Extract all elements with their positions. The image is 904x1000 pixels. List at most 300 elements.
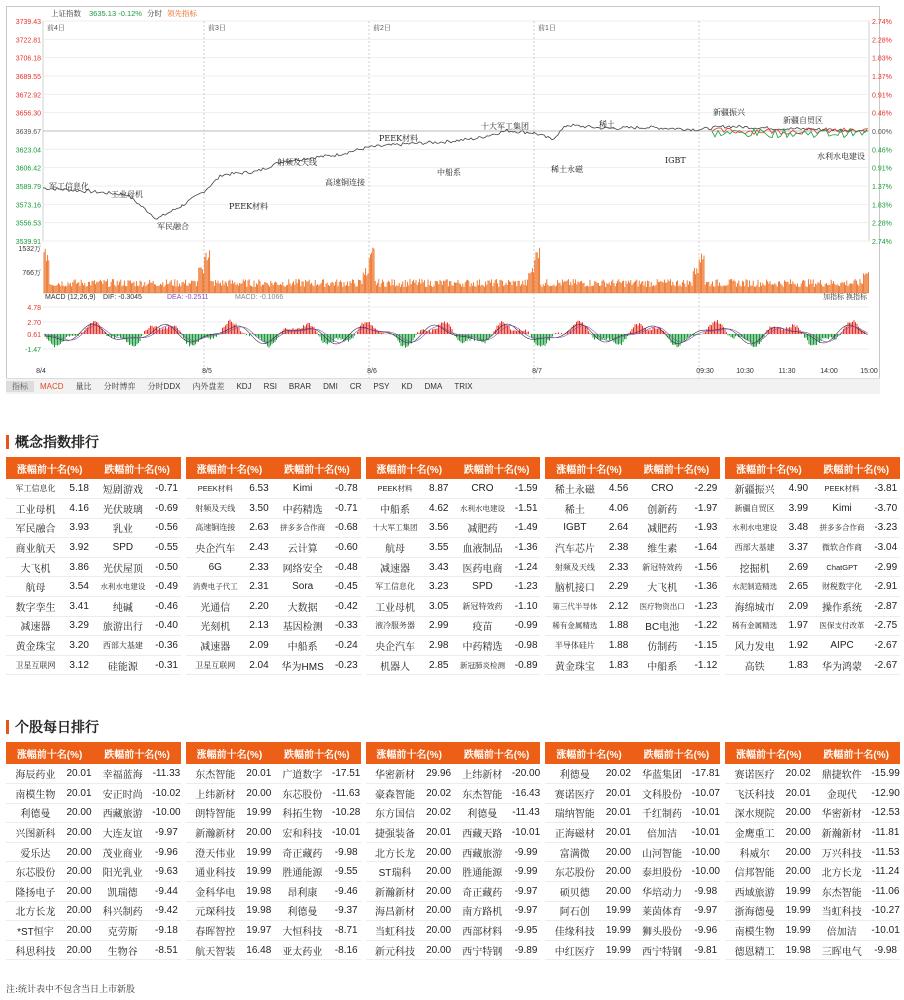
chart-annotation: PEEK材料	[379, 134, 419, 143]
y-axis-label: 3739.43	[15, 19, 41, 26]
loser-name[interactable]: 西部材料	[453, 921, 512, 941]
loser-name[interactable]: 阳光乳业	[93, 862, 152, 882]
gainer-name[interactable]: 新瀚新材	[366, 882, 425, 902]
gainer-name[interactable]: 金科华电	[186, 882, 245, 902]
gainer-pct: 20.00	[65, 882, 93, 902]
gainer-name[interactable]: 军工信息化	[6, 479, 65, 499]
table-row	[725, 616, 900, 636]
loser-name[interactable]: 鼎捷软件	[812, 764, 871, 784]
loser-pct: -0.55	[152, 538, 180, 558]
loser-name[interactable]: 胜通能源	[273, 862, 332, 882]
indicator-tab[interactable]: CR	[349, 382, 362, 391]
gainer-pct: 20.00	[424, 921, 452, 941]
gainer-name[interactable]: 风力发电	[725, 636, 784, 656]
gainer-name[interactable]: 射频及天线	[186, 499, 245, 519]
gainer-name[interactable]: 澄天伟业	[186, 842, 245, 862]
table-row	[6, 499, 181, 519]
loser-name[interactable]: 科兴制药	[93, 901, 152, 921]
gainer-name[interactable]: 当虹科技	[366, 921, 425, 941]
loser-name[interactable]: 新冠肺炎检测	[453, 655, 512, 675]
gainer-name[interactable]: 稀土	[545, 499, 604, 519]
gainer-name[interactable]: 央企汽车	[186, 538, 245, 558]
loser-name[interactable]: 克劳斯	[93, 921, 152, 941]
table-row	[366, 940, 541, 960]
loser-name[interactable]: 大连友谊	[93, 823, 152, 843]
gainer-pct: 2.12	[604, 597, 632, 617]
gainer-name[interactable]: 华密新材	[366, 764, 425, 784]
loser-name[interactable]: 西藏旅游	[453, 842, 512, 862]
gainer-name[interactable]: 汽车芯片	[545, 538, 604, 558]
loser-pct: -9.97	[152, 823, 181, 843]
gainer-name[interactable]: 第三代半导体	[545, 597, 604, 617]
gainer-name[interactable]: 春晖智控	[186, 921, 245, 941]
gainer-name[interactable]: 减速器	[6, 616, 65, 636]
gainer-name[interactable]: PEEK材料	[366, 479, 425, 499]
gainer-name[interactable]: 挖掘机	[725, 557, 784, 577]
loser-name[interactable]: 上纬新材	[453, 764, 512, 784]
loser-name[interactable]: 中船系	[273, 636, 332, 656]
gainer-name[interactable]: 水泥制造精选	[725, 577, 784, 597]
gainer-name[interactable]: ST瑞科	[366, 862, 425, 882]
loser-name[interactable]: 金现代	[812, 784, 871, 804]
gainer-name[interactable]: 隆扬电子	[6, 882, 65, 902]
table-row	[186, 803, 361, 823]
gainer-name[interactable]: 大飞机	[6, 557, 65, 577]
loser-name[interactable]: 光伏玻璃	[93, 499, 152, 519]
loser-name[interactable]: 千红制药	[633, 803, 692, 823]
gainer-name[interactable]: 赛诺医疗	[545, 784, 604, 804]
chart-annotation: IGBT	[665, 156, 686, 165]
gainer-name[interactable]: 海辰药业	[6, 764, 65, 784]
loser-name[interactable]: PEEK材料	[813, 479, 872, 499]
loser-pct: -0.31	[152, 655, 180, 675]
table-row	[366, 803, 541, 823]
loser-name[interactable]: 山河智能	[633, 842, 692, 862]
gainer-pct: 20.01	[424, 823, 452, 843]
x-axis-label: 8/5	[202, 368, 212, 375]
loser-name[interactable]: 基因检测	[273, 616, 332, 636]
gainer-pct: 3.55	[425, 538, 453, 558]
gainer-name[interactable]: 佳缘科技	[545, 921, 604, 941]
loser-name[interactable]: 创新药	[633, 499, 692, 519]
loser-name[interactable]: 莱茵体育	[633, 901, 692, 921]
loser-name[interactable]: 东杰智能	[812, 882, 871, 902]
loser-name[interactable]: 仿制药	[633, 636, 692, 656]
gainer-pct: 20.00	[784, 862, 812, 882]
loser-name[interactable]: 乳业	[93, 518, 152, 538]
loser-name[interactable]: 西宁特钢	[633, 940, 692, 960]
gainer-name[interactable]: 中船系	[366, 499, 425, 519]
x-axis-label: 8/4	[36, 368, 46, 375]
gainer-name[interactable]: 上纬新材	[186, 784, 245, 804]
loser-name[interactable]: CRO	[453, 479, 512, 499]
gainer-name[interactable]: *ST恒宇	[6, 921, 65, 941]
chart-annotation: 军民融合	[157, 222, 189, 231]
header-up: 涨幅前十名(%)	[6, 457, 93, 479]
loser-name[interactable]: 三晖电气	[812, 940, 871, 960]
gainer-name[interactable]: 光刻机	[186, 616, 245, 636]
gainer-pct: 3.56	[425, 518, 453, 538]
y-axis-label: 3706.18	[15, 55, 41, 63]
loser-name[interactable]: 大飞机	[633, 577, 692, 597]
loser-name[interactable]: 华密新材	[812, 803, 871, 823]
gainer-pct: 19.99	[784, 901, 812, 921]
indicator-tab[interactable]: RSI	[263, 382, 277, 391]
loser-name[interactable]: 医药电商	[453, 557, 512, 577]
loser-name[interactable]: 广道数字	[273, 764, 332, 784]
gainer-pct: 19.99	[245, 862, 273, 882]
table-row	[186, 842, 361, 862]
loser-pct: -8.16	[332, 940, 361, 960]
loser-pct: -1.23	[692, 597, 720, 617]
gainer-name[interactable]: 东杰智能	[186, 764, 245, 784]
loser-name[interactable]: 减肥药	[633, 518, 692, 538]
gainer-name[interactable]: 深水规院	[725, 803, 784, 823]
loser-pct: -9.98	[691, 882, 720, 902]
loser-name[interactable]: 茂业商业	[93, 842, 152, 862]
loser-name[interactable]: 胜通能源	[453, 862, 512, 882]
gainer-pct: 2.63	[245, 518, 273, 538]
loser-name[interactable]: 水利水电建设	[453, 499, 512, 519]
gainer-pct: 3.92	[65, 538, 93, 558]
indicator-tab[interactable]: DMI	[323, 382, 338, 391]
gainer-name[interactable]: 北方长龙	[6, 901, 65, 921]
gainer-name[interactable]: 捷强装备	[366, 823, 425, 843]
gainer-name[interactable]: 正海磁材	[545, 823, 604, 843]
gainer-name[interactable]: 东芯股份	[6, 862, 65, 882]
loser-name[interactable]: 狮头股份	[633, 921, 692, 941]
gainer-name[interactable]: 航天智装	[186, 940, 245, 960]
gainer-name[interactable]: PEEK材料	[186, 479, 245, 499]
y-axis-label: 3589.79	[15, 184, 41, 191]
loser-name[interactable]: 华蓝集团	[633, 764, 692, 784]
gainer-name[interactable]: 机器人	[366, 655, 425, 675]
gainer-name[interactable]: 射频及天线	[545, 557, 604, 577]
loser-name[interactable]: 西藏旅游	[93, 803, 152, 823]
gainer-name[interactable]: 豪森智能	[366, 784, 425, 804]
gainer-name[interactable]: 爱乐达	[6, 842, 65, 862]
gainer-name[interactable]: 高铁	[725, 655, 784, 675]
indicator-tab[interactable]: MACD	[40, 382, 64, 391]
gainer-pct: 2.65	[784, 577, 812, 597]
table-row	[545, 636, 720, 656]
gainer-name[interactable]: 商业航天	[6, 538, 65, 558]
gainer-pct: 4.62	[425, 499, 453, 519]
gainer-name[interactable]: 科思科技	[6, 940, 65, 960]
loser-name[interactable]: 利德曼	[453, 803, 512, 823]
loser-name[interactable]: 南方路机	[453, 901, 512, 921]
loser-name[interactable]: 文科股份	[633, 784, 692, 804]
loser-name[interactable]: 大数据	[273, 597, 332, 617]
gainer-name[interactable]: 光通信	[186, 597, 245, 617]
indicator-tab[interactable]: 分时DDX	[147, 382, 181, 391]
gainer-name[interactable]: 飞沃科技	[725, 784, 784, 804]
macd-value: MACD: -0.1066	[235, 294, 284, 301]
loser-name[interactable]: 生物谷	[93, 940, 152, 960]
pct-axis-label: 2.74%	[872, 19, 892, 26]
loser-name[interactable]: 中药精选	[273, 499, 332, 519]
loser-name[interactable]: 西宁特钢	[453, 940, 512, 960]
loser-name[interactable]: 疫苗	[453, 616, 512, 636]
indicator-tab[interactable]: KD	[401, 382, 413, 391]
loser-name[interactable]: 云计算	[273, 538, 332, 558]
gainer-name[interactable]: 工业母机	[366, 597, 425, 617]
table-row	[545, 655, 720, 675]
loser-name[interactable]: 奇正藏药	[273, 842, 332, 862]
table-row	[186, 557, 361, 577]
gainer-pct: 2.64	[604, 518, 632, 538]
loser-name[interactable]: Sora	[273, 577, 332, 597]
gainer-name[interactable]: 阿石创	[545, 901, 604, 921]
loser-name[interactable]: 华培动力	[633, 882, 692, 902]
table-row	[545, 882, 720, 902]
loser-pct: -1.93	[692, 518, 720, 538]
volume-label: 766万	[22, 270, 41, 277]
table-row	[725, 901, 900, 921]
loser-name[interactable]: AIPC	[813, 636, 872, 656]
loser-name[interactable]: Kimi	[273, 479, 332, 499]
header-up: 涨幅前十名(%)	[545, 457, 632, 479]
loser-name[interactable]: 水利水电建设	[93, 577, 152, 597]
loser-name[interactable]: 中船系	[633, 655, 692, 675]
chart-annotation: 中船系	[437, 168, 461, 177]
table-row	[725, 784, 900, 804]
loser-pct: -0.48	[332, 557, 360, 577]
loser-pct: -9.46	[332, 882, 361, 902]
loser-name[interactable]: 短剧游戏	[93, 479, 152, 499]
loser-name[interactable]: 拼多多合作商	[813, 518, 872, 538]
gainer-pct: 20.00	[65, 823, 93, 843]
loser-pct: -1.36	[692, 577, 720, 597]
gainer-name[interactable]: 稀有金属精选	[725, 616, 784, 636]
gainer-name[interactable]: 卫星互联网	[186, 655, 245, 675]
indicator-tab[interactable]: 分时博弈	[103, 382, 136, 391]
gainer-name[interactable]: 卫星互联网	[6, 655, 65, 675]
gainer-name[interactable]: 航母	[6, 577, 65, 597]
gainer-name[interactable]: 通业科技	[186, 862, 245, 882]
loser-name[interactable]: SPD	[93, 538, 152, 558]
gainer-name[interactable]: 海昌新材	[366, 901, 425, 921]
gainer-name[interactable]: 海绵城市	[725, 597, 784, 617]
loser-name[interactable]: 大恒科技	[273, 921, 332, 941]
gainer-name[interactable]: 脑机接口	[545, 577, 604, 597]
index-chart-panel[interactable]	[6, 6, 892, 394]
loser-name[interactable]: 华为鸿蒙	[813, 655, 872, 675]
gainer-name[interactable]: 北方长龙	[366, 842, 425, 862]
gainer-name[interactable]: 减速器	[186, 636, 245, 656]
loser-pct: -9.44	[152, 882, 181, 902]
gainer-name[interactable]: 德恩精工	[725, 940, 784, 960]
gainer-pct: 2.99	[425, 616, 453, 636]
loser-name[interactable]: ChatGPT	[813, 557, 872, 577]
indicator-tab[interactable]: BRAR	[288, 382, 312, 391]
loser-name[interactable]: 新冠特效药	[633, 557, 692, 577]
gainer-name[interactable]: 央企汽车	[366, 636, 425, 656]
gainer-name[interactable]: 航母	[366, 538, 425, 558]
loser-name[interactable]: 当虹科技	[812, 901, 871, 921]
loser-name[interactable]: 科拓生物	[273, 803, 332, 823]
loser-name[interactable]: 拼多多合作商	[273, 518, 332, 538]
loser-name[interactable]: 奇正藏药	[453, 882, 512, 902]
loser-name[interactable]: 华为HMS	[273, 655, 332, 675]
loser-name[interactable]: 医保支付改革	[813, 616, 872, 636]
gainer-name[interactable]: 液冷服务器	[366, 616, 425, 636]
gainer-name[interactable]: 黄金珠宝	[545, 655, 604, 675]
loser-name[interactable]: 西部大基建	[93, 636, 152, 656]
gainer-name[interactable]: 减速器	[366, 557, 425, 577]
loser-name[interactable]: 操作系统	[813, 597, 872, 617]
loser-name[interactable]: 旅游出行	[93, 616, 152, 636]
loser-name[interactable]: 医疗物资出口	[633, 597, 692, 617]
loser-name[interactable]: 新瀚新材	[812, 823, 871, 843]
loser-name[interactable]: 利德曼	[273, 901, 332, 921]
indicator-tab[interactable]: KDJ	[236, 382, 252, 391]
gainer-name[interactable]: 西部大基建	[725, 538, 784, 558]
gainer-name[interactable]: 6G	[186, 557, 245, 577]
indicator-tab[interactable]: TRIX	[454, 382, 473, 391]
gainer-name[interactable]: 中红医疗	[545, 940, 604, 960]
loser-name[interactable]: 维生素	[633, 538, 692, 558]
stock-block-3	[366, 742, 541, 960]
gainer-name[interactable]: 新瀚新材	[186, 823, 245, 843]
gainer-pct: 20.02	[424, 784, 452, 804]
loser-name[interactable]: CRO	[633, 479, 692, 499]
loser-name[interactable]: 昂利康	[273, 882, 332, 902]
gainer-pct: 20.01	[245, 764, 273, 784]
loser-name[interactable]: 倍加洁	[812, 921, 871, 941]
indicator-tab[interactable]: PSY	[373, 382, 390, 391]
gainer-name[interactable]: 西域旅游	[725, 882, 784, 902]
loser-name[interactable]: SPD	[453, 577, 512, 597]
indicator-tab[interactable]: 指标	[6, 381, 34, 392]
gainer-name[interactable]: 硕贝德	[545, 882, 604, 902]
gainer-name[interactable]: 新疆自贸区	[725, 499, 784, 519]
loser-name[interactable]: 亚太药业	[273, 940, 332, 960]
indicator-tab[interactable]: 内外盘差	[192, 382, 225, 391]
loser-name[interactable]: 宏和科技	[273, 823, 332, 843]
indicator-tab[interactable]: 量比	[75, 382, 92, 391]
gainer-name[interactable]: 兴图新科	[6, 823, 65, 843]
gainer-name[interactable]: 水利水电建设	[725, 518, 784, 538]
loser-name[interactable]: BC电池	[633, 616, 692, 636]
gainer-name[interactable]: 浙海德曼	[725, 901, 784, 921]
loser-name[interactable]: 财税数字化	[813, 577, 872, 597]
loser-name[interactable]: 硅能源	[93, 655, 152, 675]
table-row	[545, 803, 720, 823]
gainer-name[interactable]: 东芯股份	[545, 862, 604, 882]
gainer-name[interactable]: 富满微	[545, 842, 604, 862]
loser-pct: -3.04	[872, 538, 900, 558]
table-row	[186, 479, 361, 499]
indicator-tab[interactable]: DMA	[424, 382, 443, 391]
gainer-name[interactable]: 黄金珠宝	[6, 636, 65, 656]
gainer-name[interactable]: 利德曼	[6, 803, 65, 823]
loser-name[interactable]: 东杰智能	[453, 784, 512, 804]
gainer-name[interactable]: 消费电子代工	[186, 577, 245, 597]
gainer-pct: 2.09	[245, 636, 273, 656]
loser-pct: -1.64	[692, 538, 720, 558]
gainer-name[interactable]: 新元科技	[366, 940, 425, 960]
gainer-name[interactable]: 军民融合	[6, 518, 65, 538]
loser-pct: -1.36	[512, 538, 540, 558]
gainer-name[interactable]: 金鹰重工	[725, 823, 784, 843]
index-value: 3635.13 -0.12%	[89, 9, 142, 18]
loser-pct: -3.70	[872, 499, 900, 519]
gainer-name[interactable]: 东方国信	[366, 803, 425, 823]
table-row	[366, 616, 541, 636]
gainer-name[interactable]: 数字孪生	[6, 597, 65, 617]
loser-pct: -9.55	[332, 862, 361, 882]
gainer-name[interactable]: 新疆振兴	[725, 479, 784, 499]
gainer-name[interactable]: 工业母机	[6, 499, 65, 519]
loser-name[interactable]: 倍加洁	[633, 823, 692, 843]
loser-pct: -17.81	[691, 764, 720, 784]
gainer-pct: 19.98	[245, 882, 273, 902]
day-label: 前4日	[47, 25, 65, 32]
gainer-name[interactable]: 军工信息化	[366, 577, 425, 597]
table-row	[366, 862, 541, 882]
stock-block-1	[6, 742, 181, 960]
loser-name[interactable]: 西藏天路	[453, 823, 512, 843]
gainer-pct: 2.33	[604, 557, 632, 577]
loser-pct: -9.81	[691, 940, 720, 960]
loser-name[interactable]: 凯瑞德	[93, 882, 152, 902]
gainer-pct: 20.00	[245, 784, 273, 804]
gainer-name[interactable]: IGBT	[545, 518, 604, 538]
header-down: 跌幅前十名(%)	[93, 457, 180, 479]
gainer-name[interactable]: 元琛科技	[186, 901, 245, 921]
gainer-name[interactable]: 稀有金属精选	[545, 616, 604, 636]
table-row	[725, 803, 900, 823]
loser-name[interactable]: 北方长龙	[812, 862, 871, 882]
gainer-name[interactable]: 南模生物	[725, 921, 784, 941]
loser-name[interactable]: 血液制品	[453, 538, 512, 558]
table-row	[366, 636, 541, 656]
header-up: 涨幅前十名(%)	[545, 742, 632, 764]
gainer-name[interactable]: 十大军工集团	[366, 518, 425, 538]
gainer-pct: 19.97	[245, 921, 273, 941]
loser-name[interactable]: 微软合作商	[813, 538, 872, 558]
loser-name[interactable]: 光伏屋顶	[93, 557, 152, 577]
gainer-name[interactable]: 南模生物	[6, 784, 65, 804]
gainer-name[interactable]: 赛诺医疗	[725, 764, 784, 784]
loser-name[interactable]: 幸福蓝海	[93, 764, 152, 784]
loser-name[interactable]: 减肥药	[453, 518, 512, 538]
loser-pct: -0.33	[332, 616, 360, 636]
macd-axis-label: 2.70	[27, 320, 41, 327]
gainer-name[interactable]: 高速铜连接	[186, 518, 245, 538]
gainer-name[interactable]: 科威尔	[725, 842, 784, 862]
loser-name[interactable]: 新冠特效药	[453, 597, 512, 617]
loser-name[interactable]: 东芯股份	[273, 784, 332, 804]
loser-name[interactable]: 中药精选	[453, 636, 512, 656]
gainer-name[interactable]: 半导体硅片	[545, 636, 604, 656]
loser-name[interactable]: 安正时尚	[93, 784, 152, 804]
gainer-name[interactable]: 朗特智能	[186, 803, 245, 823]
loser-name[interactable]: 泰坦股份	[633, 862, 692, 882]
gainer-name[interactable]: 瑞纳智能	[545, 803, 604, 823]
gainer-name[interactable]: 信邦智能	[725, 862, 784, 882]
pct-axis-label: 2.74%	[872, 239, 892, 246]
gainer-pct: 4.90	[784, 479, 812, 499]
gainer-name[interactable]: 稀土永磁	[545, 479, 604, 499]
gainer-name[interactable]: 利德曼	[545, 764, 604, 784]
loser-name[interactable]: 网络安全	[273, 557, 332, 577]
gainer-pct: 20.01	[604, 784, 632, 804]
loser-name[interactable]: 纯碱	[93, 597, 152, 617]
loser-name[interactable]: 万兴科技	[812, 842, 871, 862]
loser-name[interactable]: Kimi	[813, 499, 872, 519]
